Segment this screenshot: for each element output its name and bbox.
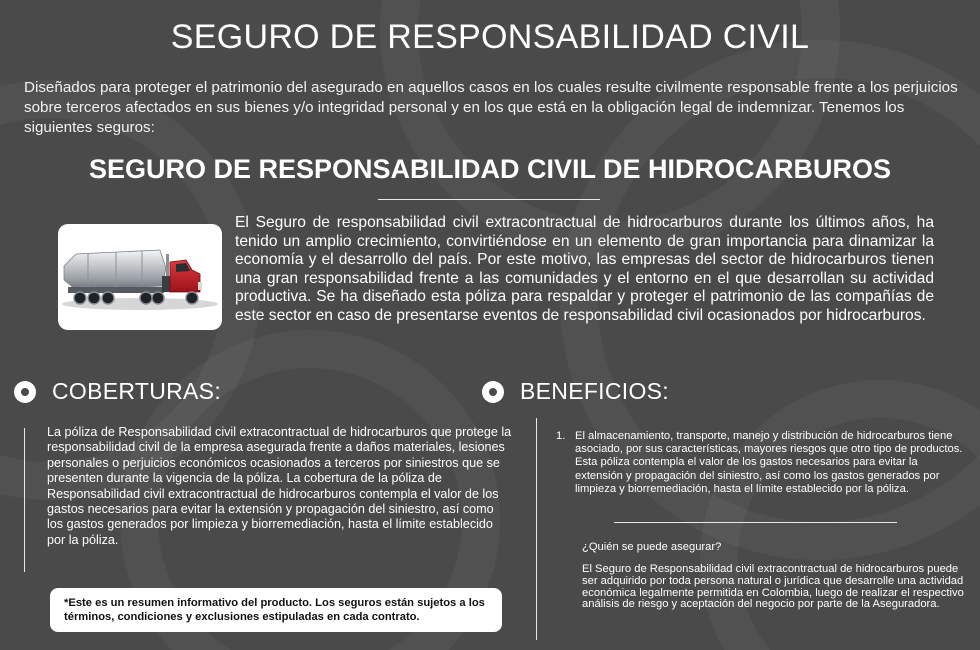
beneficios-heading-label: BENEFICIOS: <box>520 378 669 404</box>
tanker-truck-image <box>58 224 222 330</box>
who-can-insure-question: ¿Quién se puede asegurar? <box>582 541 722 553</box>
beneficios-divider <box>536 418 537 640</box>
beneficios-list <box>556 430 966 496</box>
coberturas-divider <box>24 428 25 572</box>
list-item-number: 1. <box>556 430 566 442</box>
tanker-truck-icon <box>58 224 222 330</box>
coberturas-text: La póliza de Responsabilidad civil extracontractual de hidrocarburos que protege la responsabilidad civil de la empresa asegurada frente a daños materiales, lesiones personales o perjuicios económicos ocasionados a terceros por siniestros que se presenten durante la vigencia de la póliza. La cobertura de la póliza de Responsabilidad civil extracontractual de hidrocarburos contempla el valor de los gastos necesarios para evitar la extensión y propagación del siniestro, así como los gastos generados por limpieza y biorremediación, hasta el límite establecido por la póliza. <box>47 425 512 547</box>
circle-bullet-icon <box>14 381 36 403</box>
coberturas-heading-label: COBERTURAS: <box>52 378 222 404</box>
beneficios-heading <box>482 378 669 405</box>
list-item-text: El almacenamiento, transporte, manejo y distribución de hidrocarburos tiene asociado, por sus características, mayores riesgos que otro tipo de productos. Esta póliza contempla el valor de los gastos necesarios para evitar la extensión y propagación del siniestro, así como los gastos generados por limpieza y biorremediación, hasta el límite establecido por la póliza. <box>575 430 963 495</box>
disclaimer-text: *Este es un resumen informativo del producto. Los seguros están sujetos a los términos, condiciones y exclusiones estipuladas en cada contrato. <box>64 597 485 624</box>
intro-paragraph: Diseñados para proteger el patrimonio del asegurado en aquellos casos en los cuales resulte civilmente responsable frente a los perjuicios sobre terceros afectados en sus bienes y/o integridad personal y en los que está en la obligación legal de indemnizar. Tenemos los siguientes seguros: <box>24 79 958 136</box>
hidrocarburos-description: El Seguro de responsabilidad civil extracontractual de hidrocarburos durante los últimos años, ha tenido un amplio crecimiento, convirtiéndose en un elemento de gran importancia para dinamizar la economía y el desarrollo del país. Por este motivo, las empresas del sector de hidrocarburos tienen una gran responsabilidad frente a las comunidades y el entorno en el que desarrollan su actividad productiva. Se ha diseñado esta póliza para respaldar y proteger el patrimonio de las compañías de este sector en caso de presentarse eventos de responsabilidad civil ocasionados por hidrocarburos. <box>235 214 934 324</box>
circle-bullet-icon <box>482 381 504 403</box>
section-title-hidrocarburos: SEGURO DE RESPONSABILIDAD CIVIL DE HIDROCARBUROS <box>88 154 892 184</box>
who-can-insure-answer: El Seguro de Responsabilidad civil extracontractual de hidrocarburos puede ser adquirido por toda persona natural o jurídica que desarrolle una actividad económica legalmente permitida en Colombia, luego de realizar el respectivo análisis de riesgo y aceptación del negocio por parte de la Aseguradora. <box>582 563 964 611</box>
page-title: SEGURO DE RESPONSABILIDAD CIVIL <box>170 18 810 56</box>
title-divider <box>378 199 600 200</box>
coberturas-heading <box>14 378 221 405</box>
beneficios-rule <box>614 522 897 523</box>
disclaimer-box <box>50 588 502 632</box>
list-item <box>556 430 966 496</box>
